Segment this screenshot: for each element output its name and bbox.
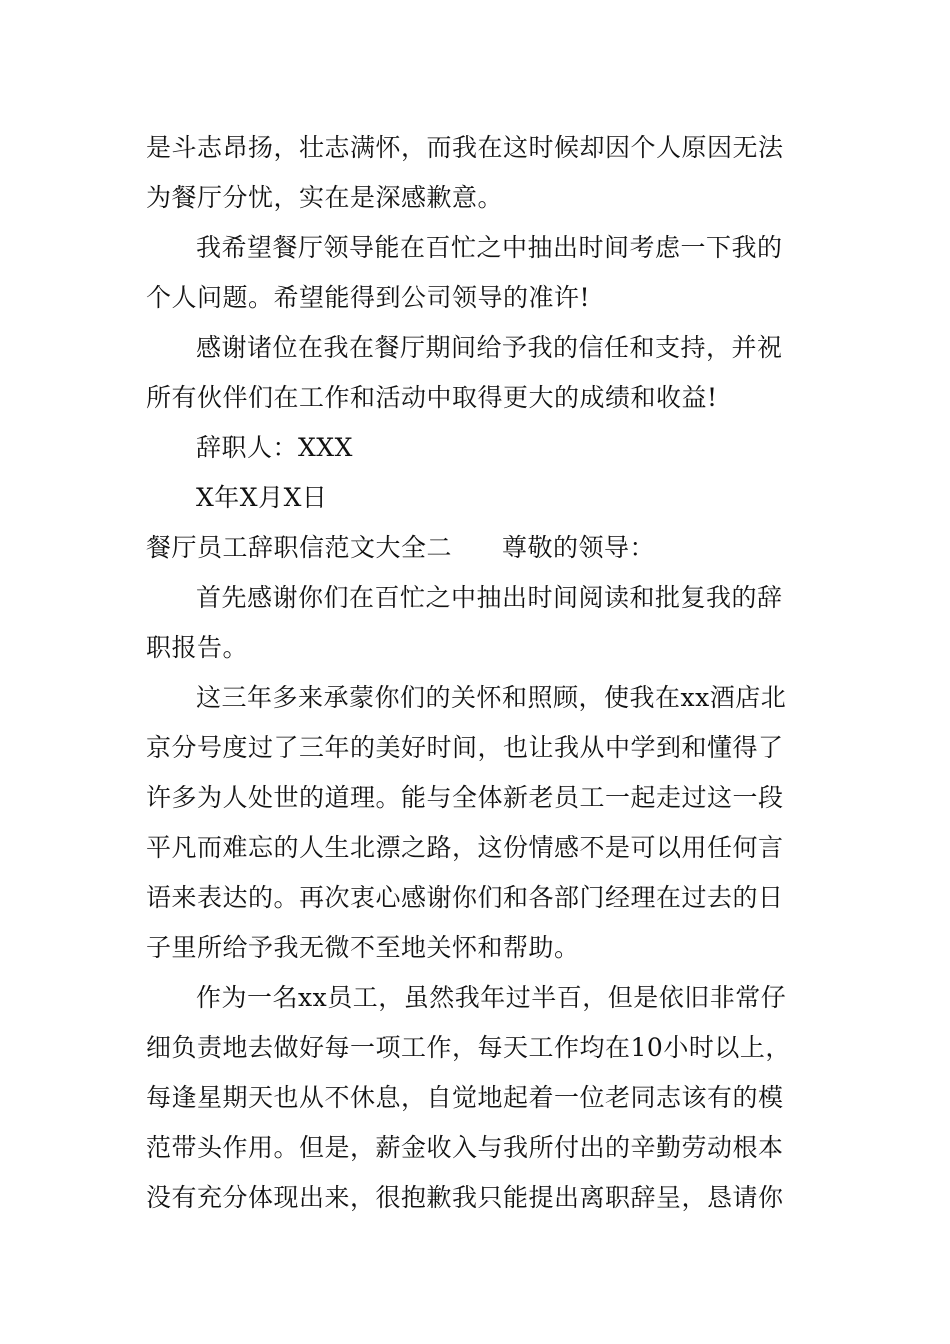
text-line: 感谢诸位在我在餐厅期间给予我的信任和支持，并祝	[196, 333, 783, 362]
text-line: 平凡而难忘的人生北漂之路，这份情感不是可以用任何言	[146, 833, 784, 862]
heading-line	[146, 532, 655, 564]
text-line: 范带头作用。但是，薪金收入与我所付出的辛勤劳动根本	[146, 1133, 784, 1162]
text-line: 所有伙伴们在工作和活动中取得更大的成绩和收益!	[146, 383, 718, 412]
text-line: 子里所给予我无微不至地关怀和帮助。	[146, 933, 580, 962]
text-line: 个人问题。希望能得到公司领导的准许!	[146, 283, 591, 312]
text-line: 京分号度过了三年的美好时间，也让我从中学到和懂得了	[146, 733, 784, 762]
text-line: 没有充分体现出来，很抱歉我只能提出离职辞呈，恳请你	[146, 1183, 784, 1212]
text-line: 语来表达的。再次衷心感谢你们和各部门经理在过去的日	[146, 883, 784, 912]
text-line: 作为一名xx员工，虽然我年过半百，但是依旧非常仔	[196, 983, 787, 1012]
text-line: 这三年多来承蒙你们的关怀和照顾，使我在xx酒店北	[196, 683, 787, 712]
text-line: 每逢星期天也从不休息，自觉地起着一位老同志该有的模	[146, 1083, 784, 1112]
text-line: 细负责地去做好每一项工作，每天工作均在10小时以上，	[146, 1033, 791, 1062]
text-line: 是斗志昂扬，壮志满怀，而我在这时候却因个人原因无法	[146, 133, 784, 162]
date-line: X年X月X日	[196, 483, 328, 512]
text-line: 为餐厅分忧，实在是深感歉意。	[146, 183, 504, 212]
signature-line: 辞职人：XXX	[196, 433, 353, 462]
text-line: 职报告。	[146, 633, 249, 662]
section-heading: 餐厅员工辞职信范文大全二	[146, 533, 453, 562]
text-line: 我希望餐厅领导能在百忙之中抽出时间考虑一下我的	[196, 233, 783, 262]
salutation: 尊敬的领导：	[502, 533, 656, 562]
text-line: 许多为人处世的道理。能与全体新老员工一起走过这一段	[146, 783, 784, 812]
text-line: 首先感谢你们在百忙之中抽出时间阅读和批复我的辞	[196, 583, 783, 612]
